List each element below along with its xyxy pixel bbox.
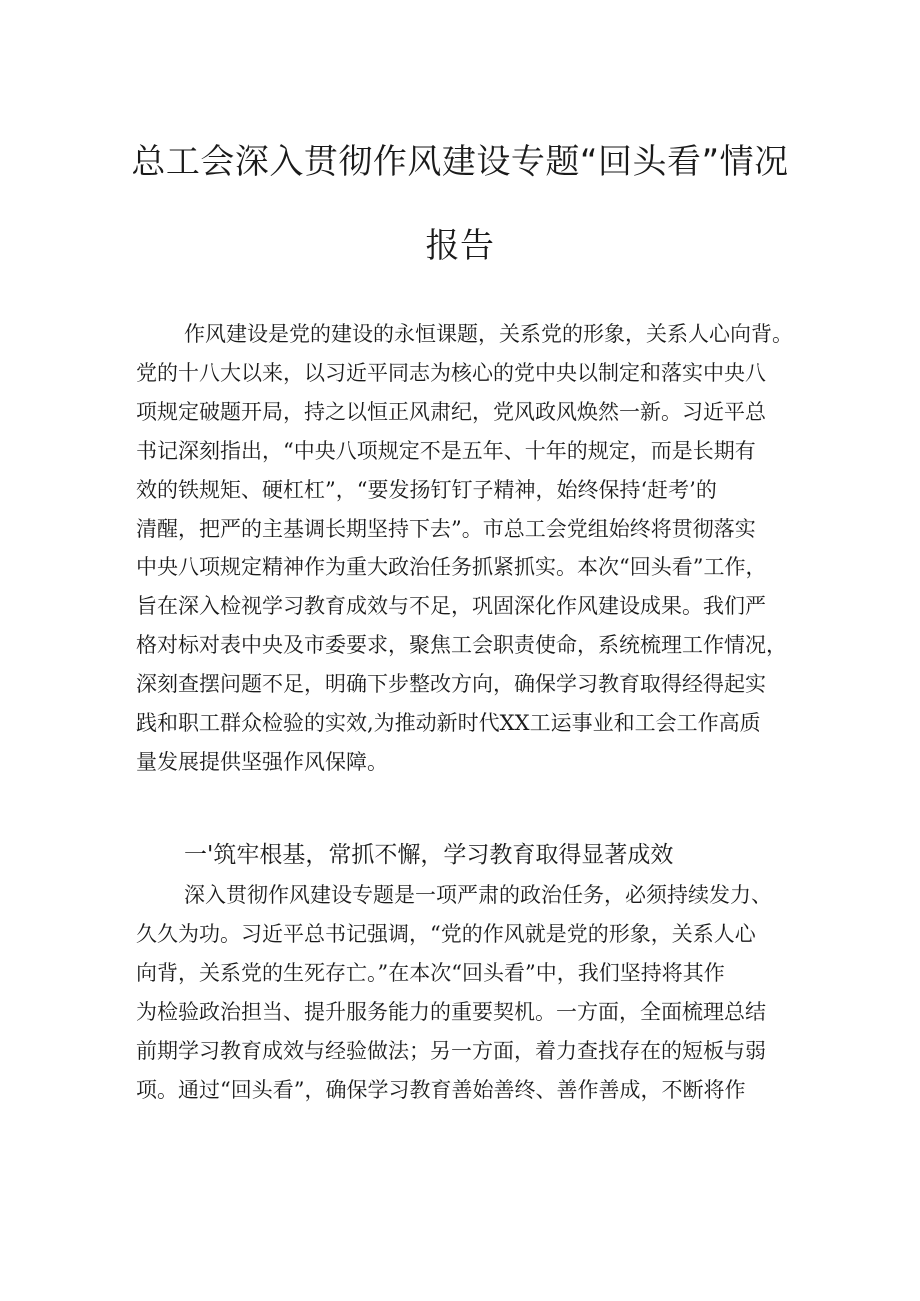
document-title-line1: 总工会深入贯彻作风建设专题“回头看”情况 (131, 142, 789, 182)
intro-line: 旨在深入检视学习教育成效与不足，巩固深化作风建设成果。我们严 (136, 594, 766, 619)
intro-line: 党的十八大以来，以习近平同志为核心的党中央以制定和落实中央八 (136, 360, 766, 385)
intro-line: 量发展提供坚强作风保障。 (136, 749, 388, 774)
intro-line: 书记深刻指出，“中央八项规定不是五年、十年的规定，而是长期有 (136, 438, 756, 463)
document-title-line2: 报告 (425, 226, 495, 266)
intro-line: 中央八项规定精神作为重大政治任务抓紧抓实。本次“回头看”工作， (136, 555, 767, 580)
intro-line: 作风建设是党的建设的永恒课题，关系党的形象，关系人心向背。 (184, 322, 793, 346)
intro-line: 清醒，把严的主基调长期坚持下去”。市总工会党组始终将贯彻落实 (136, 516, 756, 541)
section1-line: 深入贯彻作风建设专题是一项严肃的政治任务，必须持续发力、 (184, 883, 772, 907)
section1-line: 项。通过“回头看”，确保学习教育善始善终、善作善成，不断将作 (136, 1077, 746, 1102)
section1-line: 久久为功。习近平总书记强调，“党的作风就是党的形象，关系人心 (136, 921, 756, 946)
intro-line: 效的铁规矩、硬杠杠”，“要发扬钉钉子精神，始终保持‘赶考’的 (136, 477, 717, 502)
intro-line: 项规定破题开局，持之以恒正风肃纪，党风政风焕然一新。习近平总 (136, 399, 766, 424)
section1-line: 为检验政治担当、提升服务能力的重要契机。一方面，全面梳理总结 (136, 999, 766, 1024)
intro-line: 践和职工群众检验的实效,为推动新时代XX工运事业和工会工作高质 (136, 711, 761, 735)
section1-heading: 一'筑牢根基，常抓不懈，学习教育取得显著成效 (184, 842, 674, 868)
section1-line: 前期学习教育成效与经验做法；另一方面，着力查找存在的短板与弱 (136, 1038, 766, 1063)
intro-line: 格对标对表中央及市委要求，聚焦工会职责使命，系统梳理工作情况， (136, 633, 787, 658)
intro-line: 深刻查摆问题不足，明确下步整改方向，确保学习教育取得经得起实 (136, 672, 766, 697)
section1-line: 向背，关系党的生死存亡。”在本次“回头看”中，我们坚持将其作 (136, 960, 725, 985)
